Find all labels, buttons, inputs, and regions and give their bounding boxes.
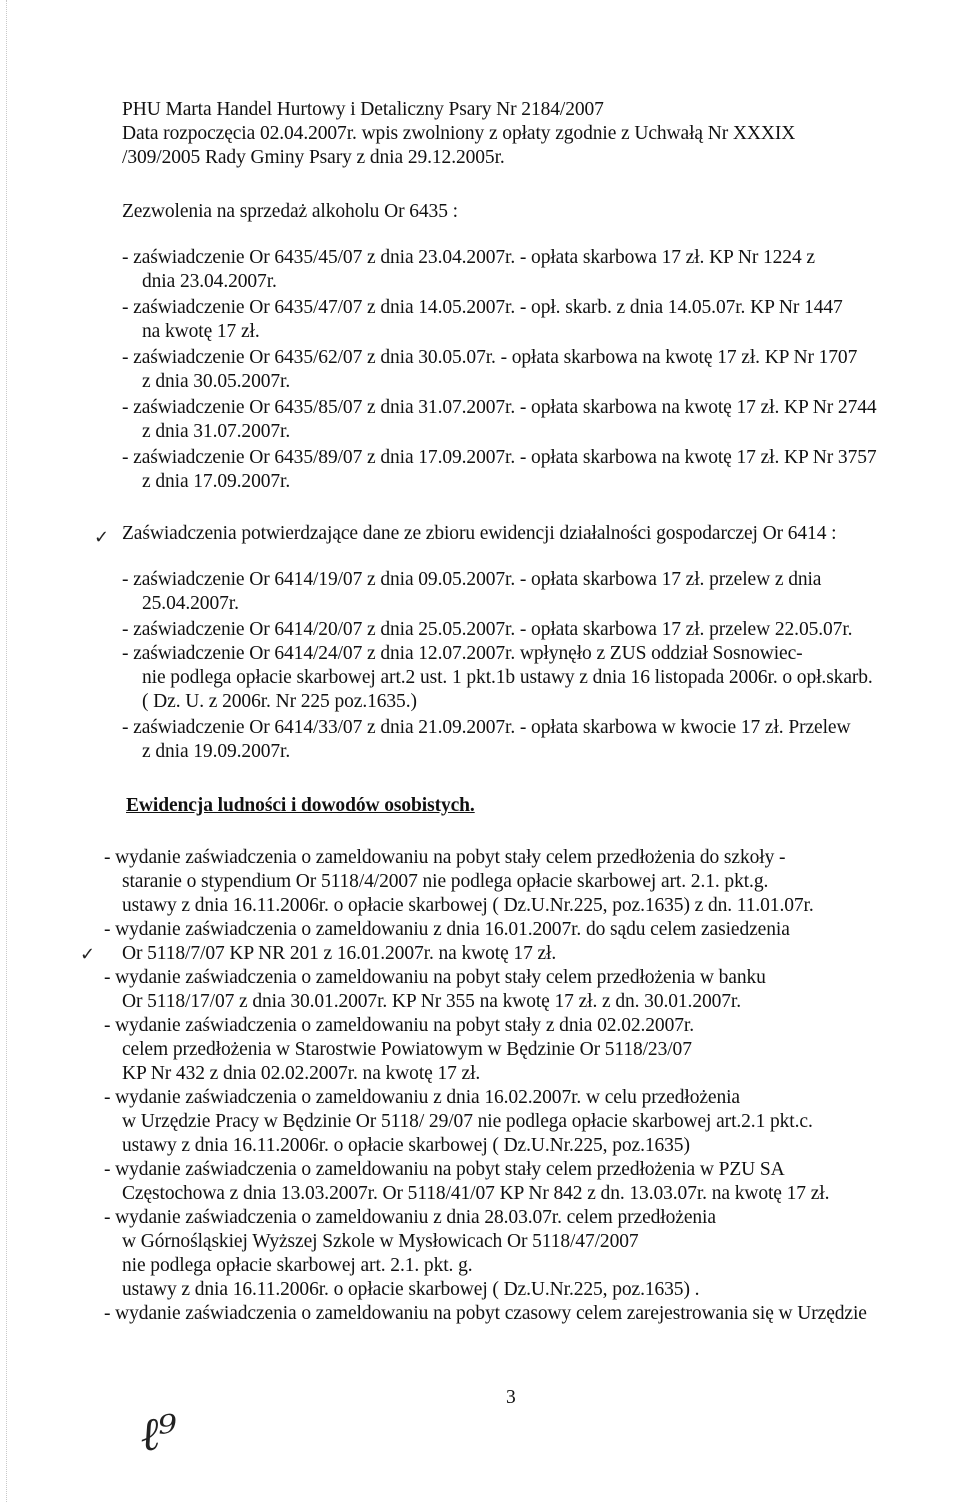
start-date-line: Data rozpoczęcia 02.04.2007r. wpis zwolniony z opłaty zgodnie z Uchwałą Nr XXXIX xyxy=(122,123,796,144)
text-line: z dnia 31.07.2007r. xyxy=(142,421,291,442)
text-line: - wydanie zaświadczenia o zameldowaniu z dnia 28.03.07r. celem przedłożenia xyxy=(104,1207,716,1228)
text-line: Częstochowa z dnia 13.03.2007r. Or 5118/41/07 KP Nr 842 z dn. 13.03.07r. na kwotę 17 zł. xyxy=(122,1183,830,1204)
scan-edge xyxy=(6,0,7,1502)
text-line: z dnia 30.05.2007r. xyxy=(142,371,291,392)
text-line: dnia 23.04.2007r. xyxy=(142,271,277,292)
text-line: - wydanie zaświadczenia o zameldowaniu z dnia 16.02.2007r. w celu przedłożenia xyxy=(104,1087,740,1108)
text-line: - wydanie zaświadczenia o zameldowaniu na pobyt czasowy celem zarejestrowania się w Urzędzie xyxy=(104,1303,867,1324)
text-line: 25.04.2007r. xyxy=(142,593,239,614)
text-line: ustawy z dnia 16.11.2006r. o opłacie skarbowej ( Dz.U.Nr.225, poz.1635) . xyxy=(122,1279,700,1300)
text-line: - wydanie zaświadczenia o zameldowaniu na pobyt stały celem przedłożenia w PZU SA xyxy=(104,1159,785,1180)
text-line: KP Nr 432 z dnia 02.02.2007r. na kwotę 17 zł. xyxy=(122,1063,481,1084)
text-line: Or 5118/17/07 z dnia 30.01.2007r. KP Nr 355 na kwotę 17 zł. z dn. 30.01.2007r. xyxy=(122,991,742,1012)
text-line: ustawy z dnia 16.11.2006r. o opłacie skarbowej ( Dz.U.Nr.225, poz.1635) z dn. 11.01.07r. xyxy=(122,895,814,916)
text-line: Or 5118/7/07 KP NR 201 z 16.01.2007r. na kwotę 17 zł. xyxy=(122,943,557,964)
text-line: - zaświadczenie Or 6414/19/07 z dnia 09.05.2007r. - opłata skarbowa 17 zł. przelew z dnia xyxy=(122,569,822,590)
text-line: celem przedłożenia w Starostwie Powiatowym w Będzinie Or 5118/23/07 xyxy=(122,1039,692,1060)
check-mark: ✓ xyxy=(94,527,110,548)
text-line: z dnia 17.09.2007r. xyxy=(142,471,291,492)
check-mark: ✓ xyxy=(80,944,96,965)
text-line: - wydanie zaświadczenia o zameldowaniu na pobyt stały z dnia 02.02.2007r. xyxy=(104,1015,694,1036)
alcohol-permits-heading: Zezwolenia na sprzedaż alkoholu Or 6435 : xyxy=(122,201,458,222)
handwritten-initials: ℓ⁹ xyxy=(137,1404,181,1462)
text-line: - wydanie zaświadczenia o zameldowaniu na pobyt stały celem przedłożenia do szkoły - xyxy=(104,847,786,868)
population-records-heading: Ewidencja ludności i dowodów osobistych. xyxy=(126,795,475,816)
page-number: 3 xyxy=(506,1387,516,1408)
text-line: - zaświadczenie Or 6435/47/07 z dnia 14.05.2007r. - opł. skarb. z dnia 14.05.07r. KP Nr 1447 xyxy=(122,297,843,318)
text-line: - wydanie zaświadczenia o zameldowaniu na pobyt stały celem przedłożenia w banku xyxy=(104,967,766,988)
text-line: - zaświadczenie Or 6414/24/07 z dnia 12.07.2007r. wpłynęło z ZUS oddział Sosnowiec- xyxy=(122,643,803,664)
text-line: w Górnośląskiej Wyższej Szkole w Mysłowicach Or 5118/47/2007 xyxy=(122,1231,639,1252)
text-line: ( Dz. U. z 2006r. Nr 225 poz.1635.) xyxy=(142,691,417,712)
text-line: z dnia 19.09.2007r. xyxy=(142,741,291,762)
text-line: - zaświadczenie Or 6435/85/07 z dnia 31.07.2007r. - opłata skarbowa na kwotę 17 zł. KP Nr 2744 xyxy=(122,397,877,418)
text-line: - wydanie zaświadczenia o zameldowaniu z dnia 16.01.2007r. do sądu celem zasiedzenia xyxy=(104,919,790,940)
text-line: nie podlega opłacie skarbowej art.2 ust. 1 pkt.1b ustawy z dnia 16 listopada 2006r. o opł.skarb. xyxy=(142,667,873,688)
resolution-line: /309/2005 Rady Gminy Psary z dnia 29.12.2005r. xyxy=(122,147,505,168)
text-line: staranie o stypendium Or 5118/4/2007 nie podlega opłacie skarbowej art. 2.1. pkt.g. xyxy=(122,871,769,892)
text-line: - zaświadczenie Or 6435/89/07 z dnia 17.09.2007r. - opłata skarbowa na kwotę 17 zł. KP Nr 3757 xyxy=(122,447,877,468)
company-line: PHU Marta Handel Hurtowy i Detaliczny Psary Nr 2184/2007 xyxy=(122,99,604,120)
text-line: - zaświadczenie Or 6414/33/07 z dnia 21.09.2007r. - opłata skarbowa w kwocie 17 zł. Przelew xyxy=(122,717,851,738)
text-line: - zaświadczenie Or 6435/45/07 z dnia 23.04.2007r. - opłata skarbowa 17 zł. KP Nr 1224 z xyxy=(122,247,815,268)
text-line: nie podlega opłacie skarbowej art. 2.1. pkt. g. xyxy=(122,1255,473,1276)
text-line: - zaświadczenie Or 6435/62/07 z dnia 30.05.07r. - opłata skarbowa na kwotę 17 zł. KP Nr 1707 xyxy=(122,347,858,368)
text-line: ustawy z dnia 16.11.2006r. o opłacie skarbowej ( Dz.U.Nr.225, poz.1635) xyxy=(122,1135,690,1156)
text-line: w Urzędzie Pracy w Będzinie Or 5118/ 29/07 nie podlega opłacie skarbowej art.2.1 pkt.c. xyxy=(122,1111,813,1132)
text-line: - zaświadczenie Or 6414/20/07 z dnia 25.05.2007r. - opłata skarbowa 17 zł. przelew 22.05.07r. xyxy=(122,619,853,640)
business-certificates-heading: Zaświadczenia potwierdzające dane ze zbioru ewidencji działalności gospodarczej Or 6414 : xyxy=(122,523,837,544)
text-line: na kwotę 17 zł. xyxy=(142,321,260,342)
